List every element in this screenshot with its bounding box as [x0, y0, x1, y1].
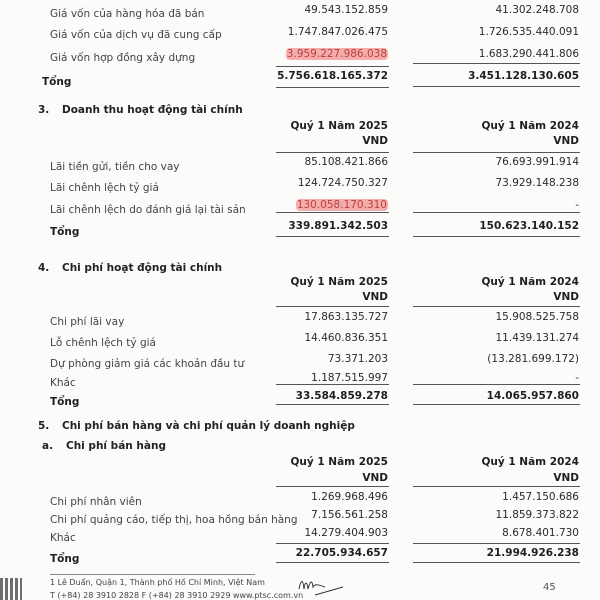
section-heading — [38, 104, 243, 116]
value-2024: 1.726.535.440.091 — [478, 26, 579, 38]
rule — [276, 543, 389, 544]
row-label: Khác — [50, 377, 76, 389]
section-heading — [38, 262, 222, 274]
rule — [413, 543, 580, 544]
section-number: 3. — [38, 104, 50, 116]
column-header-2024: Quý 1 Năm 2024 — [481, 456, 579, 468]
subsection-title: Chi phí bán hàng — [66, 440, 166, 452]
total-label: Tổng — [50, 553, 80, 565]
rule — [276, 236, 389, 237]
footer-address: 1 Lê Duẩn, Quận 1, Thành phố Hồ Chí Minh, Việt Nam — [50, 578, 265, 587]
rule — [276, 87, 389, 88]
section-title: Doanh thu hoạt động tài chính — [62, 104, 243, 116]
section-title: Chi phí hoạt động tài chính — [62, 262, 223, 274]
total-2025: 5.756.618.165.372 — [277, 70, 388, 82]
value-2025: 7.156.561.258 — [311, 509, 388, 521]
value-2024: - — [575, 372, 579, 384]
value-2025-cell — [296, 199, 388, 211]
column-header-2025: Quý 1 Năm 2025 — [290, 456, 388, 468]
row-label: Chi phí quảng cáo, tiếp thị, hoa hồng bán hàng — [50, 514, 298, 526]
value-2025: 1.747.847.026.475 — [287, 26, 388, 38]
value-2024: - — [575, 199, 579, 211]
rule — [413, 86, 580, 87]
section-heading — [38, 420, 355, 432]
column-unit-2025: VND — [362, 291, 388, 303]
column-unit-2025: VND — [362, 135, 388, 147]
rule — [413, 212, 580, 213]
column-unit-2025: VND — [362, 472, 388, 484]
total-label: Tổng — [42, 76, 72, 88]
value-2025: 85.108.421.866 — [304, 156, 388, 168]
value-2024: 76.693.991.914 — [495, 156, 579, 168]
row-label: Chi phí lãi vay — [50, 316, 125, 328]
total-2025: 33.584.859.278 — [295, 390, 388, 402]
rule — [276, 66, 389, 67]
value-2024: 8.678.401.730 — [502, 527, 579, 539]
column-header-2025: Quý 1 Năm 2025 — [290, 120, 388, 132]
total-2025: 22.705.934.657 — [295, 547, 388, 559]
highlighted-value-2025: 130.058.170.310 — [296, 199, 387, 211]
column-unit-2024: VND — [553, 291, 579, 303]
rule — [413, 486, 580, 487]
value-2025: 14.279.404.903 — [304, 527, 388, 539]
section-number: 4. — [38, 262, 50, 274]
qr-code — [0, 578, 22, 600]
value-2025: 124.724.750.327 — [297, 177, 388, 189]
value-2024: (13.281.699.172) — [487, 353, 579, 365]
cogs-2024-first: 41.302.248.708 — [495, 4, 579, 16]
total-label: Tổng — [50, 396, 80, 408]
rule — [413, 152, 580, 153]
rule — [413, 306, 580, 307]
value-2025: 1.269.968.496 — [311, 491, 388, 503]
footer-contact: T (+84) 28 3910 2828 F (+84) 28 3910 2929 www.ptsc.com.vn — [50, 591, 304, 600]
row-label: Lãi chênh lệch tỷ giá — [50, 182, 159, 194]
column-unit-2024: VND — [553, 135, 579, 147]
rule — [276, 404, 389, 405]
value-2025: 14.460.836.351 — [304, 332, 388, 344]
total-2024: 3.451.128.130.605 — [468, 70, 579, 82]
rule — [276, 562, 389, 563]
total-2025: 339.891.342.503 — [288, 220, 388, 232]
value-2025: 73.371.203 — [327, 353, 388, 365]
total-2024: 14.065.957.860 — [486, 390, 579, 402]
rule — [413, 404, 580, 405]
subsection-heading — [42, 440, 166, 452]
column-header-2024: Quý 1 Năm 2024 — [481, 276, 579, 288]
highlighted-value-2025: 3.959.227.986.038 — [286, 48, 387, 60]
total-2024: 21.994.926.238 — [486, 547, 579, 559]
signature-icon — [295, 575, 355, 597]
rule — [413, 384, 580, 385]
footer-rule — [50, 574, 255, 575]
row-label: Giá vốn của hàng hóa đã bán — [50, 8, 205, 20]
rule — [276, 306, 389, 307]
value-2025: 1.187.515.997 — [311, 372, 388, 384]
section-title: Chi phí bán hàng và chi phí quản lý doanh nghiệp — [62, 420, 355, 432]
row-label: Lãi tiền gửi, tiền cho vay — [50, 161, 180, 173]
rule — [413, 63, 580, 64]
subsection-number: a. — [42, 440, 54, 452]
value-2024: 11.439.131.274 — [495, 332, 579, 344]
rule — [413, 562, 580, 563]
rule — [276, 384, 389, 385]
value-2024: 1.683.290.441.806 — [478, 48, 579, 60]
row-label: Giá vốn hợp đồng xây dựng — [50, 52, 196, 64]
value-2024: 1.457.150.686 — [502, 491, 579, 503]
rule — [276, 486, 389, 487]
column-unit-2024: VND — [553, 472, 579, 484]
rule — [276, 152, 389, 153]
row-label: Giá vốn của dịch vụ đã cung cấp — [50, 29, 222, 41]
value-2025: 17.863.135.727 — [304, 311, 388, 323]
page-number: 45 — [543, 582, 556, 593]
column-header-2024: Quý 1 Năm 2024 — [481, 120, 579, 132]
cogs-2025-first: 49.543.152.859 — [304, 4, 388, 16]
total-2024: 150.623.140.152 — [479, 220, 579, 232]
row-label: Lãi chênh lệch do đánh giá lại tài sản — [50, 204, 246, 216]
rule — [413, 236, 580, 237]
row-label: Khác — [50, 532, 76, 544]
row-label: Lỗ chênh lệch tỷ giá — [50, 337, 156, 349]
column-header-2025: Quý 1 Năm 2025 — [290, 276, 388, 288]
value-2024: 15.908.525.758 — [495, 311, 579, 323]
value-2024: 11.859.373.822 — [495, 509, 579, 521]
row-label: Chi phí nhân viên — [50, 496, 142, 508]
total-label: Tổng — [50, 226, 80, 238]
row-label: Dự phòng giảm giá các khoản đầu tư — [50, 358, 245, 370]
value-2024: 73.929.148.238 — [495, 177, 579, 189]
section-number: 5. — [38, 420, 50, 432]
rule — [276, 212, 389, 213]
